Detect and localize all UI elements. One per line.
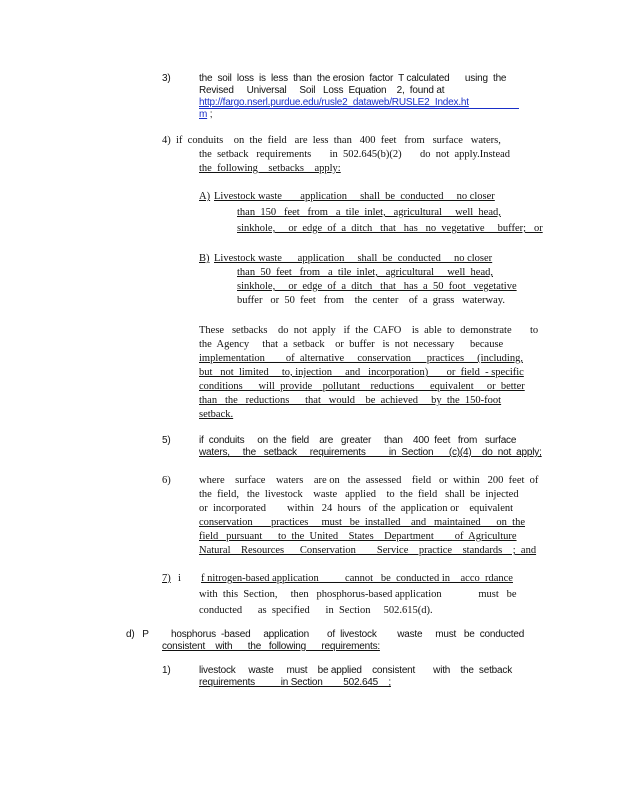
setback-note-line-7: setback. [199, 409, 234, 420]
item-5-line-1: if conduits on the field are greater than 400 feet from surface [199, 435, 517, 446]
rusle2-link-text-2[interactable]: m [199, 109, 208, 120]
item-d1-line-2: requirements in Section 502.645 ; [199, 677, 391, 688]
item-3-line-2: Revised Universal Soil Loss Equation 2, found at [199, 85, 445, 96]
item-6-line-5: field pursuant to the United States Department of Agriculture [199, 531, 517, 542]
setback-note-line-4: but not limited to, injection and incorporation) or field - specific [199, 367, 524, 378]
setback-a-line-3: sinkhole, or edge of a ditch that has no vegetative buffer; or [237, 223, 543, 234]
item-7-number: 7) [162, 573, 171, 584]
setback-b-line-1: Livestock waste application shall be conducted no closer [214, 253, 493, 264]
item-d-label: d) P [126, 629, 149, 640]
item-6-line-6: Natural Resources Conservation Service practice standards ; and [199, 545, 537, 556]
item-d1-number: 1) [162, 665, 171, 676]
item-d1-line-1: livestock waste must be applied consistent with the setback [199, 665, 512, 676]
item-3-line-1: the soil loss is less than the erosion factor T calculated using the [199, 73, 507, 84]
item-6-number: 6) [162, 475, 171, 486]
item-5-number: 5) [162, 435, 171, 446]
item-7-line-3: conducted as specified in Section 502.615(d). [199, 605, 433, 616]
setback-a-line-2: than 150 feet from a tile inlet, agricultural well head, [237, 207, 501, 218]
item-d-line-2: consistent with the following requirements: [162, 641, 380, 652]
item-d-line-1: hosphorus -based application of livestock waste must be conducted [171, 629, 525, 640]
setback-a-line-1: Livestock waste application shall be conducted no closer [214, 191, 495, 202]
setback-note-line-2: the Agency that a setback or buffer is not necessary because [199, 339, 504, 350]
item-4-line-2: the setback requirements in 502.645(b)(2) do not apply.Instead [199, 149, 511, 160]
setback-b-line-4: buffer or 50 feet from the center of a grass waterway. [237, 295, 505, 306]
setback-b-label: B) [199, 253, 210, 264]
setback-note-line-5: conditions will provide pollutant reductions equivalent or better [199, 381, 525, 392]
setback-note-line-6: than the reductions that would be achieved by the 150-foot [199, 395, 502, 406]
item-6-line-1: where surface waters are on the assessed field or within 200 feet of [199, 475, 539, 486]
item-7-line-2: with this Section, then phosphorus-based application must be [199, 589, 517, 600]
item-3-number: 3) [162, 73, 171, 84]
item-4-line-3: the following setbacks apply: [199, 163, 341, 174]
rusle2-link-text-1[interactable]: http://fargo.nserl.purdue.edu/rusle2_dataweb/RUSLE2_Index.ht [199, 97, 469, 108]
setback-a-label: A) [199, 191, 211, 202]
item-6-line-2: the field, the livestock waste applied to the field shall be injected [199, 489, 519, 500]
item-6-line-4: conservation practices must be installed and maintained on the [199, 517, 526, 528]
setback-b-line-2: than 50 feet from a tile inlet, agricultural well head, [237, 267, 493, 278]
item-5-line-2: waters, the setback requirements in Section (c)(4) do not apply; [199, 447, 542, 458]
rusle2-link-continued[interactable] [199, 108, 212, 122]
item-3-terminator: ; [207, 109, 213, 120]
rusle2-link-underline [199, 108, 519, 109]
item-6-line-3: or incorporated within 24 hours of the application or equivalent [199, 503, 514, 514]
item-7-line-1: f nitrogen-based application cannot be conducted in acco rdance [201, 573, 513, 584]
setback-note-line-3: implementation of alternative conservation practices (including, [199, 353, 523, 364]
setback-b-line-3: sinkhole, or edge of a ditch that has a 50 foot vegetative [237, 281, 517, 292]
item-7-roman: i [178, 573, 181, 584]
setback-note-line-1: These setbacks do not apply if the CAFO is able to demonstrate to [199, 325, 539, 336]
item-4-line-1: 4) if conduits on the field are less than 400 feet from surface waters, [162, 135, 501, 146]
